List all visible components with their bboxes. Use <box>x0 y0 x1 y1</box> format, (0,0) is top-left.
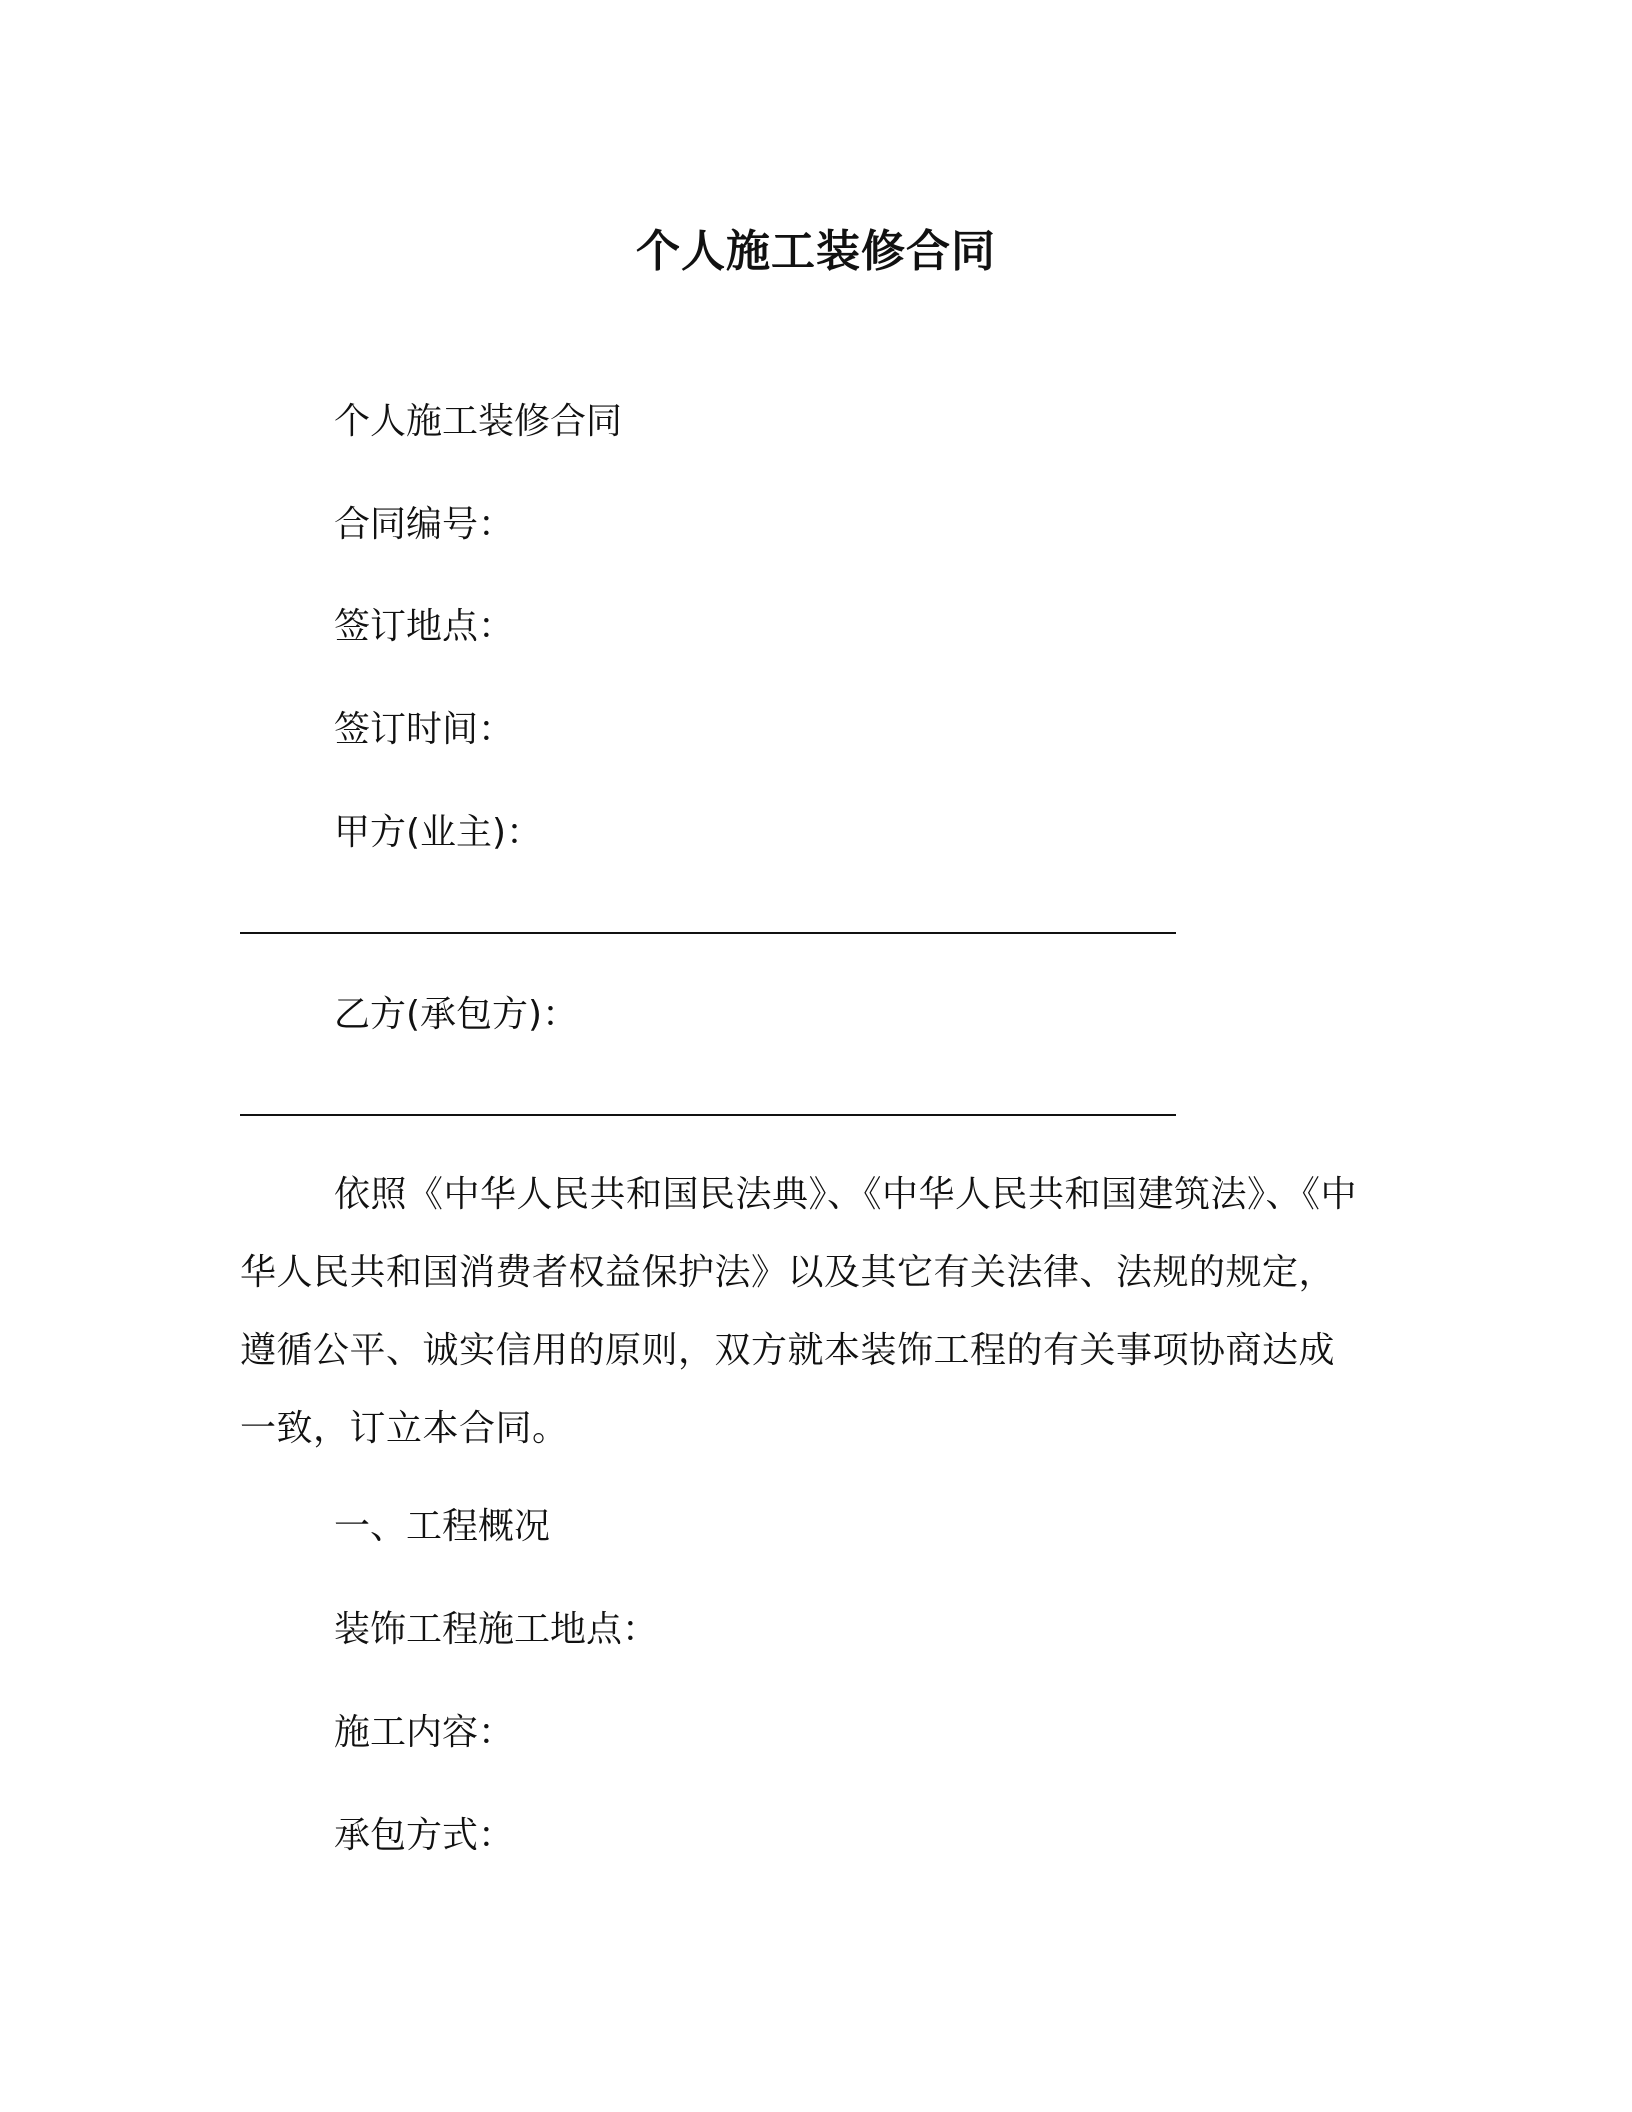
field-contract-no: 合同编号： <box>334 504 515 545</box>
field-sign-place: 签订地点： <box>334 606 515 647</box>
party-b-blank-line <box>240 1114 1176 1116</box>
field-construction-content: 施工内容： <box>334 1712 515 1753</box>
field-party-a: 甲方(业主)： <box>334 812 543 853</box>
field-contract-mode: 承包方式： <box>334 1815 515 1856</box>
document-title: 个人施工装修合同 <box>636 226 996 277</box>
section-heading: 一、工程概况 <box>334 1506 551 1547</box>
subtitle: 个人施工装修合同 <box>334 401 623 442</box>
party-a-blank-line <box>240 932 1176 934</box>
intro-paragraph: 依照《中华人民共和国民法典》、《中华人民共和国建筑法》、《中华人民共和国消费者权益保护法》以及其它有关法律、法规的规定，遵循公平、诚实信用的原则，双方就本装饰工程的有关事项协商达成一致，订立本合同。 <box>240 1174 1358 1449</box>
field-construction-site: 装饰工程施工地点： <box>334 1609 659 1650</box>
field-sign-time: 签订时间： <box>334 709 515 750</box>
field-party-b: 乙方(承包方)： <box>334 994 579 1035</box>
